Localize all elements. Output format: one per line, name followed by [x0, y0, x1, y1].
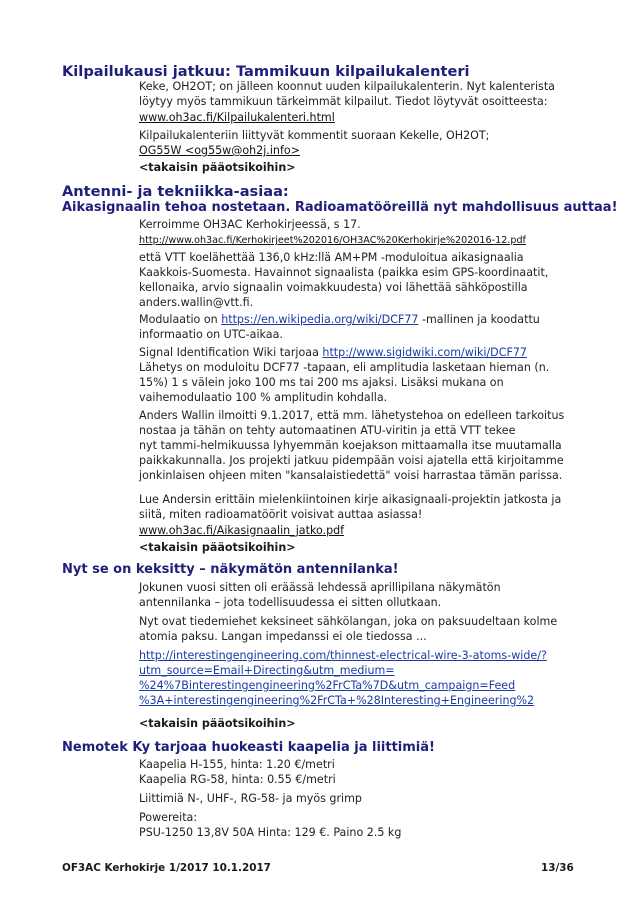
interestingengineering-link[interactable]: http://interestingengineering.com/thinnest-electrical-wire-3-atoms-wide/?: [139, 649, 547, 662]
paragraph-line: jonkinlaisen ohjeen miten "kansalaistiedettä" voisi harrastaa tämän parissa.: [139, 469, 563, 482]
paragraph-line: Kaakkois-Suomesta. Havainnot signaalista (paikka esim GPS-koordinaatit,: [139, 266, 549, 279]
wikipedia-dcf77-link[interactable]: https://en.wikipedia.org/wiki/DCF77: [221, 313, 419, 326]
article-heading-nemotek: Nemotek Ky tarjoaa huokeasti kaapelia ja liittimiä!: [62, 740, 435, 755]
paragraph-line: Kaapelia RG-58, hinta: 0.55 €/metri: [139, 773, 336, 786]
text-span: -mallinen ja koodattu: [418, 313, 540, 326]
text-span: Modulaatio on: [139, 313, 222, 326]
paragraph-line: Jokunen vuosi sitten oli eräässä lehdessä aprillipilana näkymätön: [139, 581, 501, 594]
paragraph-line: Nyt ovat tiedemiehet keksineet sähkölangan, joka on paksuudeltaan kolme: [139, 615, 558, 628]
paragraph-line: Kilpailukalenteriin liittyvät kommentit suoraan Kekelle, OH2OT;: [139, 129, 490, 142]
footer-left: OF3AC Kerhokirje 1/2017 10.1.2017: [62, 862, 271, 874]
email-link[interactable]: OG55W <og55w@oh2j.info>: [139, 144, 300, 157]
text-span: Signal Identification Wiki tarjoaa: [139, 346, 323, 359]
kerhokirje-pdf-link[interactable]: http://www.oh3ac.fi/Kerhokirjeet%202016/OH3AC%20Kerhokirje%202016-12.pdf: [139, 235, 526, 246]
sigidwiki-dcf77-link[interactable]: http://www.sigidwiki.com/wiki/DCF77: [322, 346, 527, 359]
paragraph-line: Lähetys on moduloitu DCF77 -tapaan, eli amplitudia lasketaan hieman (n.: [139, 361, 550, 374]
paragraph-line: Lue Andersin erittäin mielenkiintoinen kirje aikasignaali-projektin jatkosta ja: [139, 493, 562, 506]
paragraph-line: atomia paksu. Langan impedanssi ei ole tiedossa ...: [139, 630, 427, 643]
paragraph-line: informaatio on UTC-aikaa.: [139, 328, 283, 341]
paragraph-line: siitä, miten radioamatöörit voisivat auttaa asiassa!: [139, 508, 423, 521]
kilpailukalenteri-link[interactable]: www.oh3ac.fi/Kilpailukalenteri.html: [139, 111, 335, 124]
paragraph-line: löytyy myös tammikuun tärkeimmät kilpailut. Tiedot löytyvät osoitteesta:: [139, 95, 548, 108]
paragraph-line: antennilanka – jota todellisuudessa ei sitten ollutkaan.: [139, 596, 442, 609]
article-heading-antennilanka: Nyt se on keksitty – näkymätön antennilanka!: [62, 562, 399, 577]
paragraph-line: paikkakunnalla. Jos projekti jatkuu pidempään voisi ajatella että kirjoitamme: [139, 454, 564, 467]
paragraph-line: nostaa ja tähän on tehty automaatinen ATU-viritin ja että VTT tekee: [139, 424, 516, 437]
paragraph-line: 15%) 1 s välein joko 100 ms tai 200 ms ajaksi. Lisäksi mukana on: [139, 376, 504, 389]
interestingengineering-link[interactable]: utm_source=Email+Directing&utm_medium=: [139, 664, 395, 677]
aikasignaali-pdf-link[interactable]: www.oh3ac.fi/Aikasignaalin_jatko.pdf: [139, 524, 345, 537]
paragraph-line: Powereita:: [139, 811, 198, 824]
interestingengineering-link[interactable]: %24%7Binterestingengineering%2FrCTa%7D&utm_campaign=Feed: [139, 679, 516, 692]
back-to-headlines-link[interactable]: <takaisin pääotsikoihin>: [139, 717, 296, 730]
paragraph-line: PSU-1250 13,8V 50A Hinta: 129 €. Paino 2.5 kg: [139, 826, 402, 839]
paragraph-line: anders.wallin@vtt.fi.: [139, 296, 254, 309]
paragraph-line: nyt tammi-helmikuussa lyhyemmän koejakson mittaamalla itse muutamalla: [139, 439, 562, 452]
page-number: 13/36: [541, 862, 574, 874]
paragraph-line: kellonaika, arvio signaalin voimakkuudesta) voi lähettää sähköpostilla: [139, 281, 528, 294]
paragraph-line: että VTT koelähettää 136,0 kHz:llä AM+PM -moduloitua aikasignaalia: [139, 251, 524, 264]
paragraph-line: Keke, OH2OT; on jälleen koonnut uuden kilpailukalenterin. Nyt kalenterista: [139, 80, 555, 93]
paragraph-line: Liittimiä N-, UHF-, RG-58- ja myös grimp: [139, 792, 362, 805]
paragraph-line: [139, 312, 540, 327]
article-heading-aikasignaali: Aikasignaalin tehoa nostetaan. Radioamatööreillä nyt mahdollisuus auttaa!: [62, 200, 618, 215]
section-heading-kilpailukalenteri: Kilpailukausi jatkuu: Tammikuun kilpailukalenteri: [62, 63, 470, 80]
back-to-headlines-link[interactable]: <takaisin pääotsikoihin>: [139, 541, 296, 554]
paragraph-line: Anders Wallin ilmoitti 9.1.2017, että mm. lähetystehoa on edelleen tarkoitus: [139, 409, 565, 422]
section-heading-antenni: Antenni- ja tekniikka-asiaa:: [62, 183, 289, 200]
paragraph-line: Kerroimme OH3AC Kerhokirjeessä, s 17.: [139, 218, 361, 231]
paragraph-line: Kaapelia H-155, hinta: 1.20 €/metri: [139, 758, 335, 771]
interestingengineering-link[interactable]: %3A+interestingengineering%2FrCTa+%28Interesting+Engineering%2: [139, 694, 535, 707]
paragraph-line: vaihemodulaatio 100 % amplitudin kohdalla.: [139, 391, 388, 404]
back-to-headlines-link[interactable]: <takaisin pääotsikoihin>: [139, 161, 296, 174]
paragraph-line: [139, 345, 527, 360]
